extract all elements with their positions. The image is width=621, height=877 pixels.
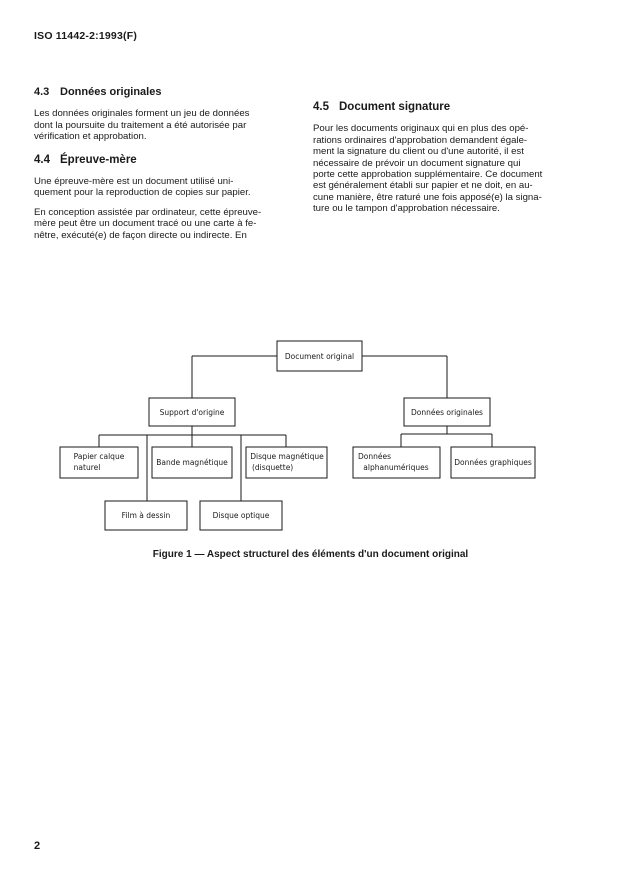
paragraph-line: Pour les documents originaux qui en plus des opé-	[313, 123, 529, 135]
box-label: Document original	[284, 352, 355, 361]
box-label: Support d'origine	[159, 408, 225, 417]
paragraph-line: ment la signature du client ou d'une autorité, il est	[313, 146, 524, 158]
section-number: 4.5	[313, 101, 329, 113]
paragraph-line: cune manière, être raturé une fois apposé(e) la signa-	[313, 191, 542, 203]
section-number: 4.4	[34, 153, 50, 166]
box-label: naturel	[73, 463, 101, 472]
section-number: 4.3	[34, 86, 50, 98]
paragraph-line: porte cette approbation supplémentaire. Ce document	[313, 169, 543, 181]
document-header: ISO 11442-2:1993(F)	[34, 30, 138, 42]
paragraph-line: rations ordinaires d'approbation demandent égale-	[313, 134, 528, 146]
box-label: Film à dessin	[121, 511, 171, 520]
paragraph-line: nêtre, exécuté(e) de façon directe ou indirecte. En	[34, 229, 247, 241]
paragraph-line: Une épreuve-mère est un document utilisé uni-	[34, 176, 234, 188]
paragraph-line: Les données originales forment un jeu de données	[34, 108, 250, 120]
paragraph-line: nécessaire de prévoir un document signature qui	[313, 157, 521, 169]
figure-caption: Figure 1 — Aspect structurel des éléments d'un document original	[152, 549, 469, 560]
box-label: Disque magnétique	[250, 452, 324, 461]
section-title: Données originales	[60, 86, 162, 98]
section-title: Document signature	[339, 101, 451, 113]
paragraph-line: mère peut être un document tracé ou une carte à fe-	[34, 218, 257, 230]
box-label: Bande magnétique	[156, 458, 228, 467]
paragraph-line: quement pour la reproduction de copies sur papier.	[34, 187, 251, 199]
paragraph-line: ture ou le tampon d'approbation nécessaire.	[313, 203, 500, 215]
box-label: (disquette)	[252, 463, 294, 472]
section-title: Épreuve-mère	[60, 153, 137, 166]
box-label: Données	[358, 452, 392, 461]
box-label: Données originales	[411, 408, 483, 417]
page-number: 2	[34, 840, 41, 852]
box-label: Papier calque	[73, 452, 125, 461]
paragraph-line: En conception assistée par ordinateur, cette épreuve-	[34, 206, 262, 218]
paragraph-line: dont la poursuite du traitement a été autorisée par	[34, 119, 247, 131]
paragraph-line: est généralement établi sur papier et ne doit, en au-	[313, 180, 533, 192]
paragraph-line: vérification et approbation.	[34, 131, 147, 143]
box-label: alphanumériques	[363, 463, 429, 472]
box-label: Données graphiques	[454, 458, 532, 467]
box-label: Disque optique	[212, 511, 270, 520]
